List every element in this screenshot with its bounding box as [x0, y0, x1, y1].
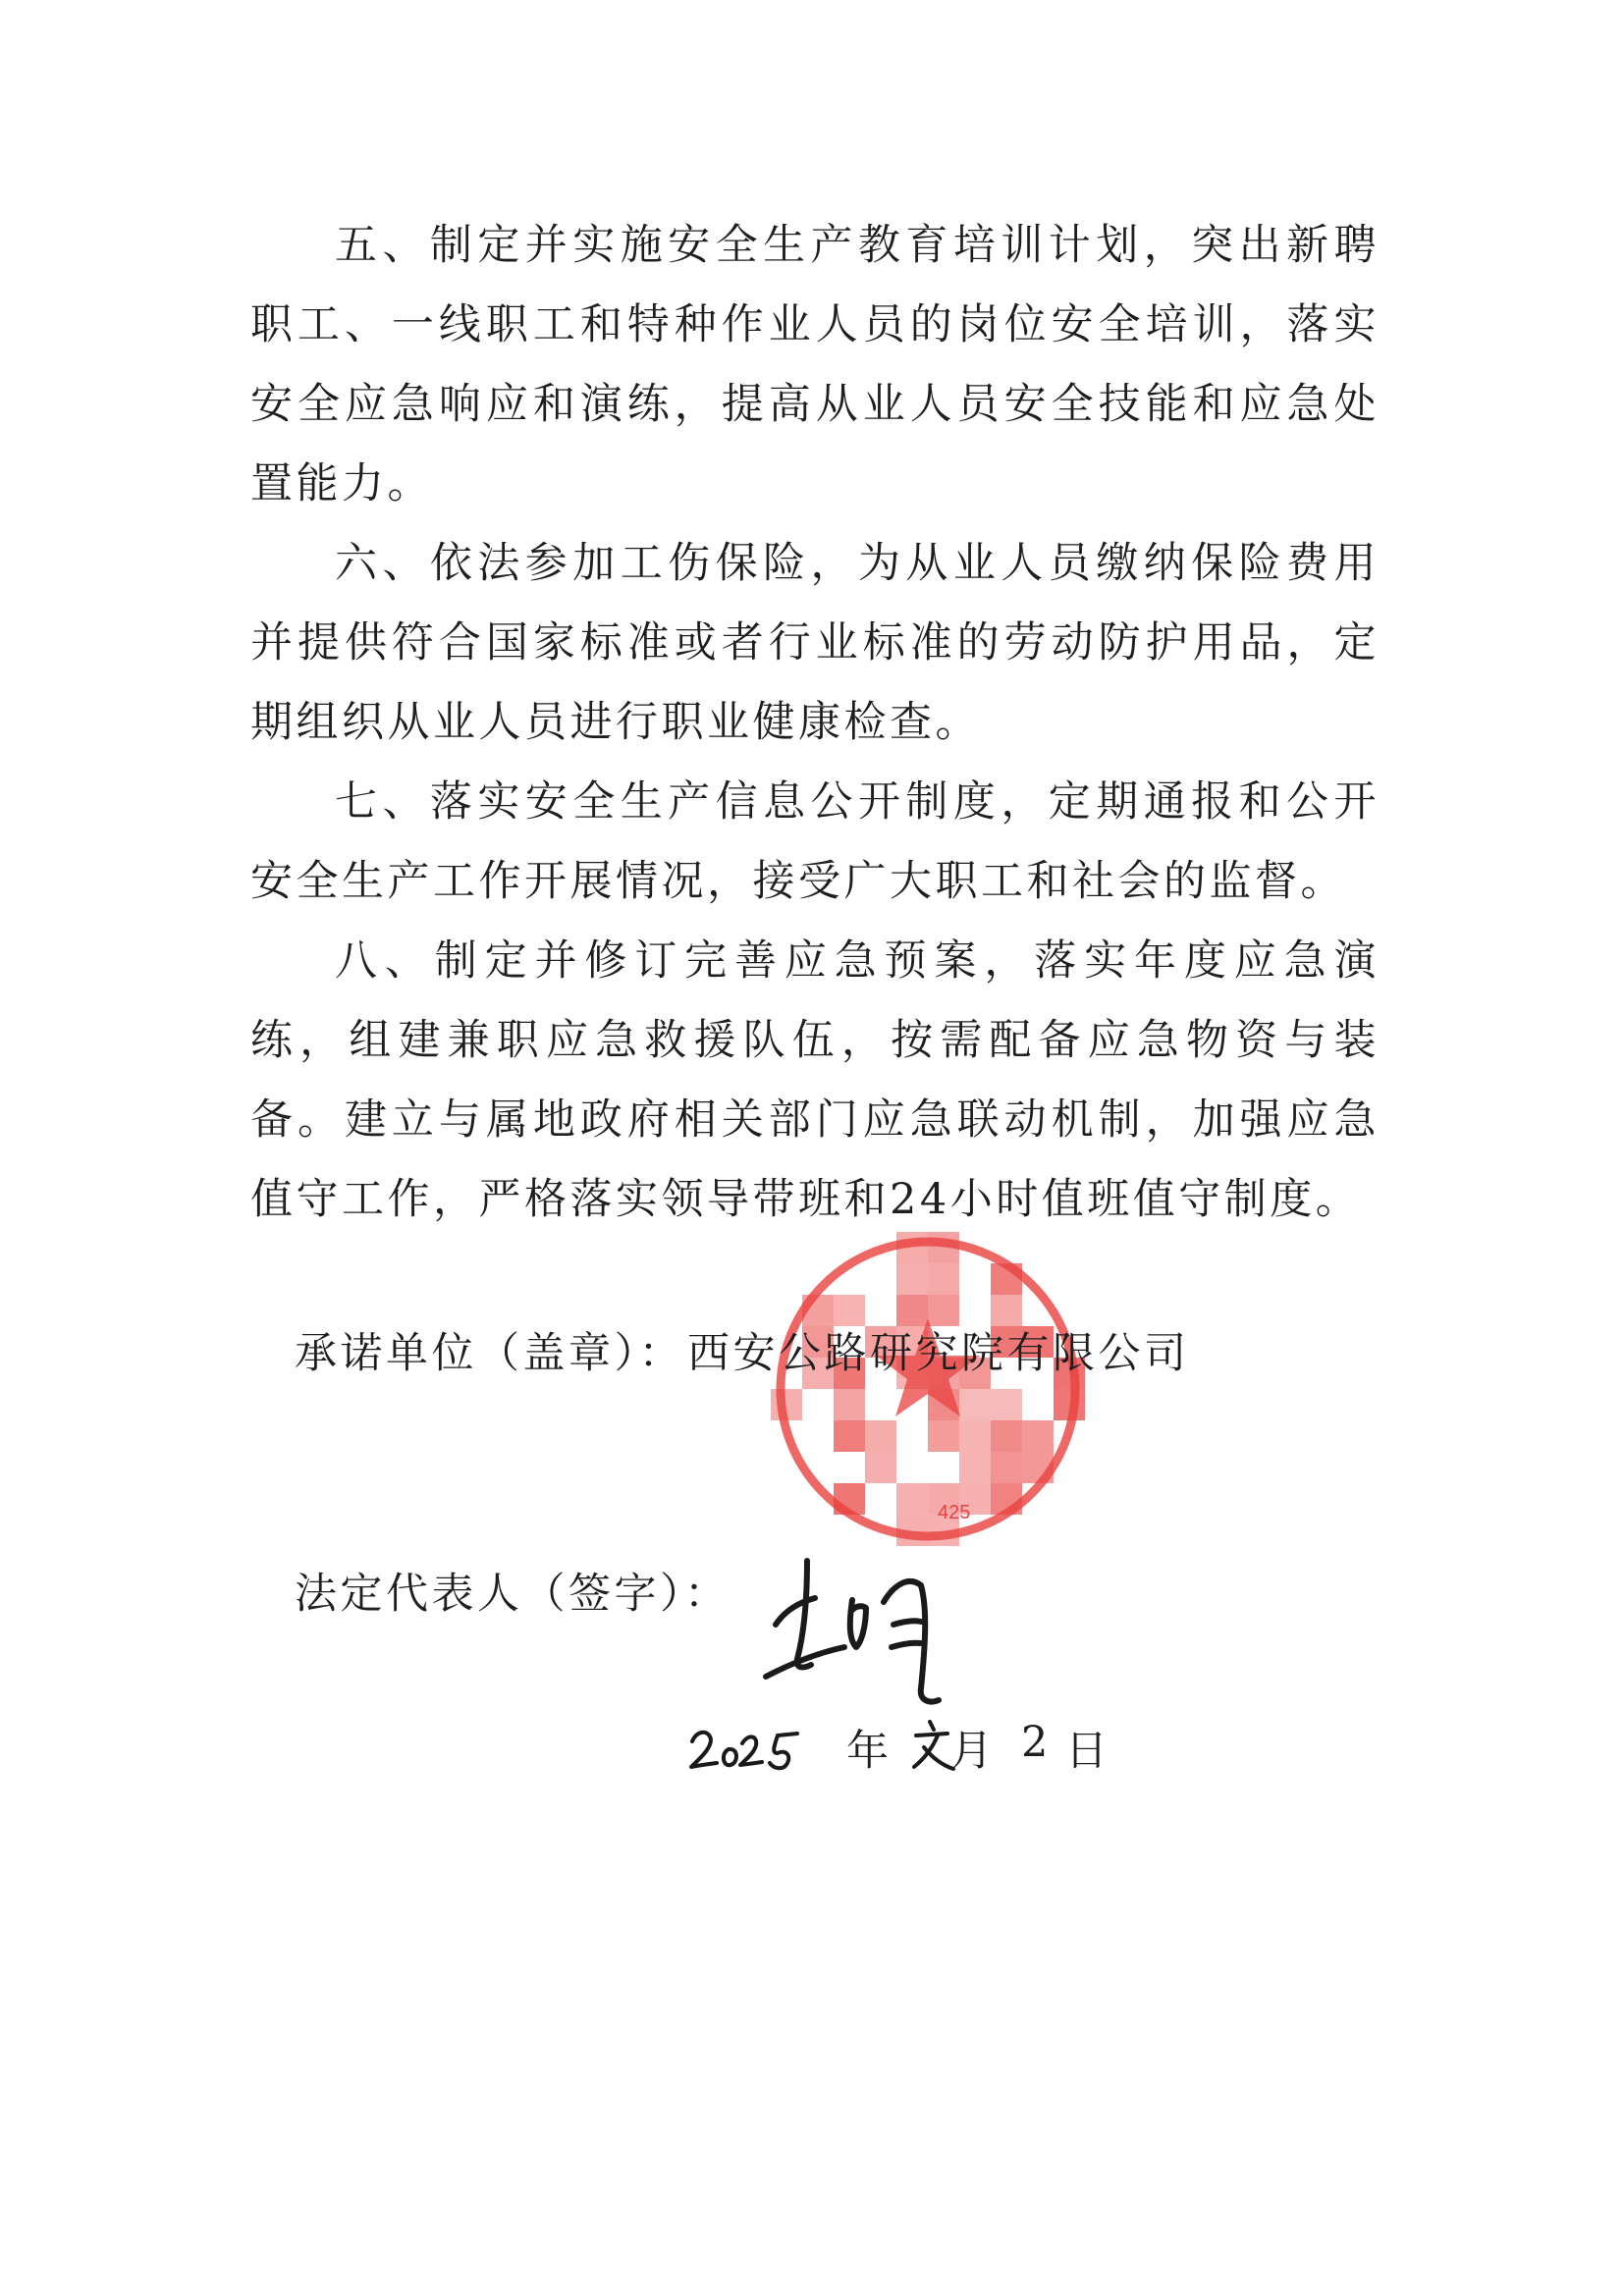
date-day: 2: [1021, 1718, 1049, 1767]
paragraph-7: 七、落实安全生产信息公开制度，定期通报和公开安全生产工作开展情况，接受广大职工和社会的监督。: [250, 777, 1380, 906]
company-seal-icon: [771, 1232, 1085, 1546]
legal-representative-label: 法定代表人（签字）：: [295, 1570, 730, 1619]
date-year-char: 年: [846, 1727, 889, 1776]
paragraph-5: 五、制定并实施安全生产教育培训计划，突出新聘职工、一线职工和特种作业人员的岗位安全培训，落实安全应急响应和演练，提高从业人员安全技能和应急处置能力。: [250, 221, 1380, 508]
commitment-body: [250, 206, 1380, 1240]
promisor-label: 承诺单位（盖章）：: [295, 1329, 684, 1378]
handwritten-year-icon: [687, 1720, 810, 1779]
date-month-char: 月: [950, 1727, 993, 1776]
promisor-name: 西安公路研究院有限公司: [687, 1329, 1190, 1378]
paragraph-6: 六、依法参加工伤保险，为从业人员缴纳保险费用并提供符合国家标准或者行业标准的劳动防护用品，定期组织从业人员进行职业健康检查。: [250, 539, 1380, 747]
handwritten-signature-icon: [746, 1531, 1001, 1718]
date-day-char: 日: [1065, 1727, 1108, 1776]
seal-number: 425: [938, 1502, 971, 1523]
paragraph-8: 八、制定并修订完善应急预案，落实年度应急演练，组建兼职应急救援队伍，按需配备应急物资与装备。建立与属地政府相关部门应急联动机制，加强应急值守工作，严格落实领导带班和24小时值班值守制度。: [250, 936, 1380, 1224]
